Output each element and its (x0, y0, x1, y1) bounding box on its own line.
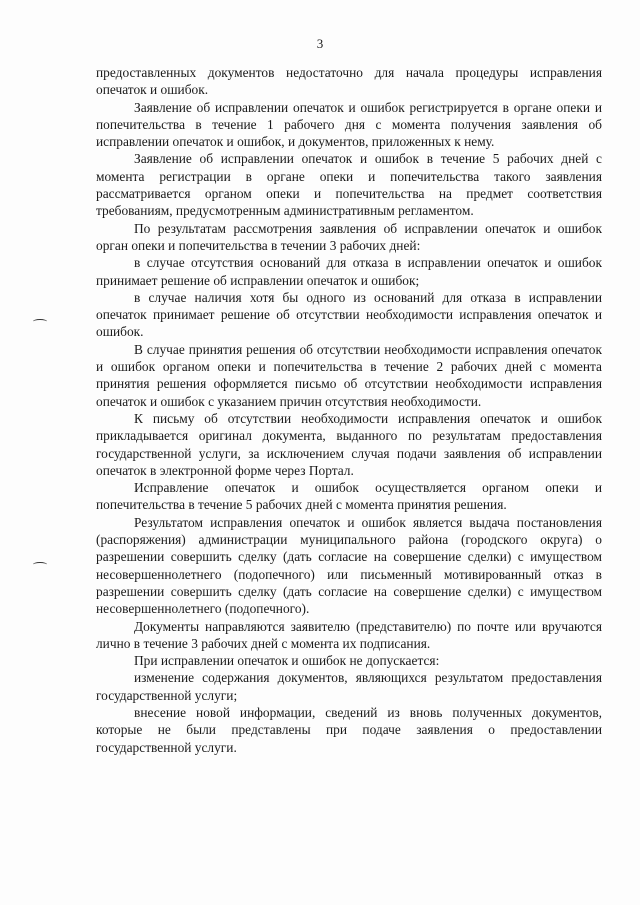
paragraph: По результатам рассмотрения заявления об исправлении опечаток и ошибок орган опеки и попечительства в течении 3 рабочих дней: (96, 220, 602, 253)
paragraph: К письму об отсутствии необходимости исправления опечаток и ошибок прикладывается оригинал документа, выданного по результатам предоставления государственной услуги, за исключением случая подачи заявления об исправлении опечаток в электронной форме через Портал. (96, 410, 602, 478)
paragraph: Документы направляются заявителю (представителю) по почте или вручаются лично в течение 3 рабочих дней с момента их подписания. (96, 618, 602, 651)
paragraph: Результатом исправления опечаток и ошибок является выдача постановления (распоряжения) администрации муниципального района (городского округа) о разрешении совершить сделку (дать согласие на совершение сделки) с имуществом несовершеннолетнего (подопечного) или письменный мотивированный отказ в разрешении совершить сделку (дать согласие на совершение сделки) с имуществом несовершеннолетнего (подопечного). (96, 514, 602, 617)
paragraph: в случае наличия хотя бы одного из оснований для отказа в исправлении опечаток принимает решение об отсутствии необходимости исправления опечаток и ошибок. (96, 289, 602, 340)
paragraph: При исправлении опечаток и ошибок не допускается: (134, 653, 440, 669)
document-body (96, 64, 602, 756)
paragraph: в случае отсутствия оснований для отказа в исправлении опечаток и ошибок принимает решение об исправлении опечаток и ошибок; (96, 255, 602, 288)
scan-mark (33, 319, 47, 324)
paragraph: Исправление опечаток и ошибок осуществляется органом опеки и попечительства в течение 5 рабочих дней с момента принятия решения. (96, 480, 602, 513)
paragraph: В случае принятия решения об отсутствии необходимости исправления опечаток и ошибок органом опеки и попечительства в течение 2 рабочих дней с момента принятия решения оформляется письмо об отсутствии необходимости исправления опечаток и ошибок с указанием причин отсутствия необходимости. (96, 341, 602, 409)
scan-mark (33, 562, 47, 567)
paragraph: изменение содержания документов, являющихся результатом предоставления государственной услуги; (96, 670, 602, 703)
paragraph: Заявление об исправлении опечаток и ошибок в течение 5 рабочих дней с момента регистрации в органе опеки и попечительства такого заявления рассматривается органом опеки и попечительства на предмет соответствия требованиям, предусмотренным административным регламентом. (96, 151, 602, 219)
paragraph: Заявление об исправлении опечаток и ошибок регистрируется в органе опеки и попечительства в течение 1 рабочего дня с момента получения заявления об исправлении опечаток и ошибок, и документов, приложенных к нему. (96, 99, 602, 150)
paragraph: внесение новой информации, сведений из вновь полученных документов, которые не были представлены при подаче заявления о предоставлении государственной услуги. (96, 704, 602, 755)
paragraph: предоставленных документов недостаточно для начала процедуры исправления опечаток и ошибок. (96, 65, 602, 98)
page-number: 3 (316, 36, 324, 51)
